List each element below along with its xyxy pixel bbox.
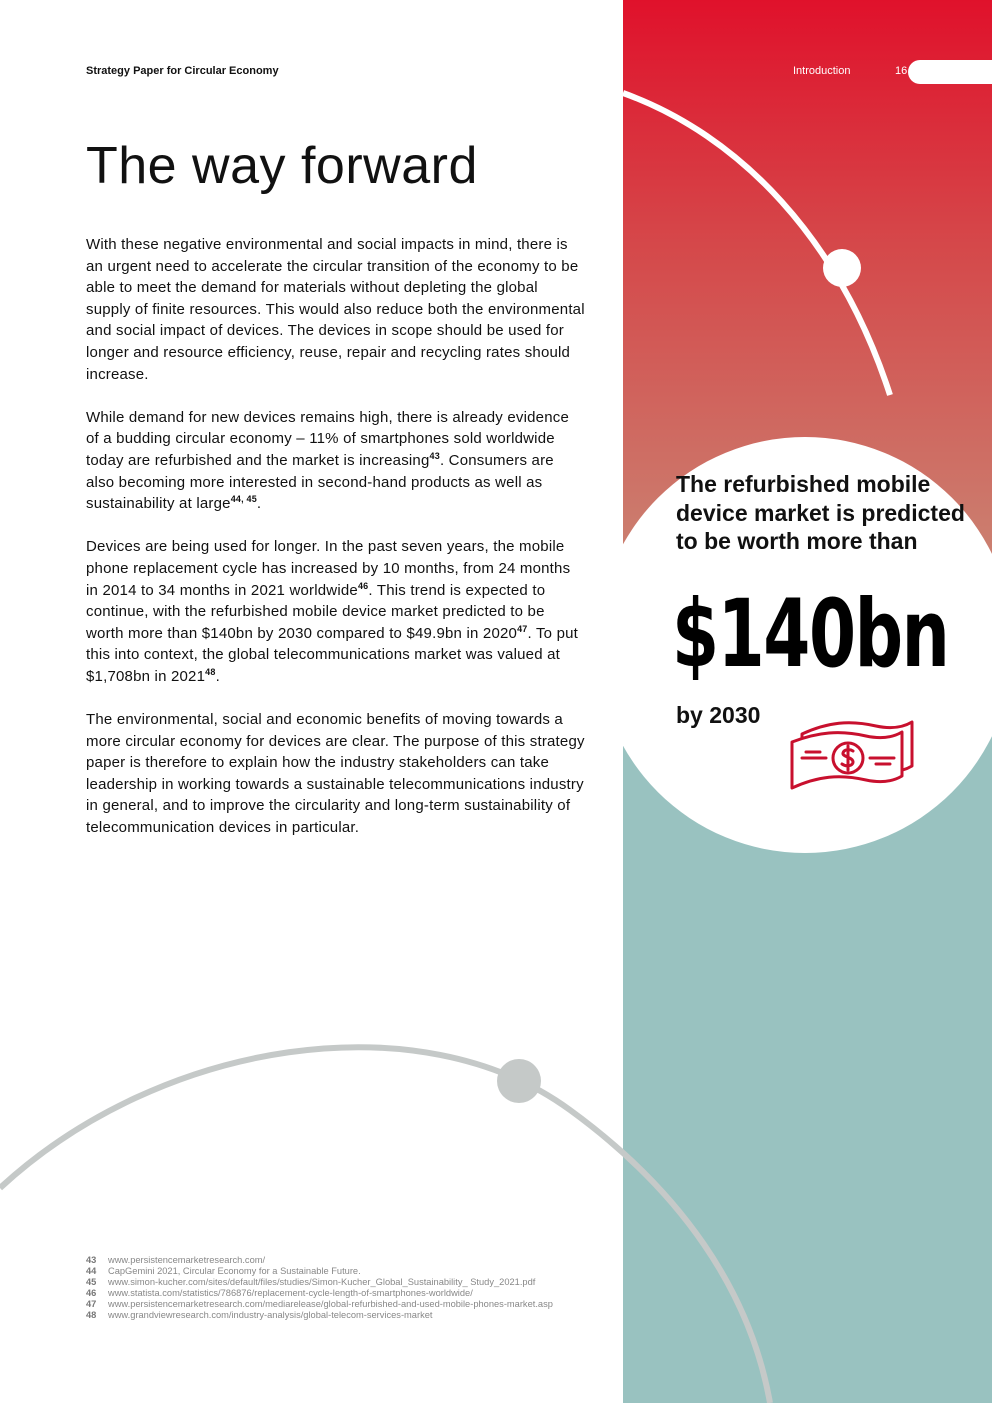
footnote-item [86,1266,596,1277]
document-title: Strategy Paper for Circular Economy [86,65,279,77]
paragraph-4 [86,709,586,839]
footnote-number: 45 [86,1277,97,1287]
footnote-item [86,1277,596,1288]
footnote-text[interactable]: www.statista.com/statistics/786876/replacement-cycle-length-of-smartphones-worldwide/ [108,1288,473,1298]
footnote-text[interactable]: www.persistencemarketresearch.com/ [108,1255,266,1265]
paragraph-3 [86,536,586,687]
paragraph-text: . [215,667,220,685]
footnote-text[interactable]: www.persistencemarketresearch.com/mediarelease/global-refurbished-and-used-mobile-phones-market.asp [108,1299,553,1309]
callout-figure: $140bn [672,580,949,689]
paragraph-text: While demand for new devices remains high, there is already evidence of a budding circular economy – 11% of smartphones sold worldwide today are refurbished and the market is increasing [86,408,570,469]
footnote-number: 46 [86,1288,97,1298]
grey-node-dot [497,1059,541,1103]
paragraph-text: . This trend is expected to continue, with the refurbished mobile device market predicted to be worth more than $140bn by 2030 compared to $49.9bn in 2020 [86,581,546,642]
footnote-ref: 47 [517,623,528,634]
page-tab [908,60,992,84]
footnote-item [86,1288,596,1299]
footnote-ref: 44, 45 [230,494,257,505]
paragraph-text: . Consumers are also becoming more interested in second-hand products as well as sustainability at large [86,451,554,513]
footnote-text[interactable]: www.simon-kucher.com/sites/default/files/studies/Simon-Kucher_Global_Sustainability_ Study_2021.pdf [108,1277,536,1287]
paragraph-text: With these negative environmental and social impacts in mind, there is an urgent need to accelerate the circular transition of the economy to be able to meet the demand for materials without depleting the global supply of finite resources. This would also reduce both the environmental and social impact of devices. The devices in scope should be used for longer and resource efficiency, reuse, repair and recycling rates should increase. [86,236,585,383]
paragraph-text: Devices are being used for longer. In the past seven years, the mobile phone replacement cycle has increased by 10 months, from 24 months in 2014 to 34 months in 2021 worldwide [86,538,571,599]
paragraph-text: The environmental, social and economic benefits of moving towards a more circular economy for devices are clear. The purpose of this strategy paper is therefore to explain how the industry stakeholders can take leadership in working towards a sustainable telecommunications industry in general, and to improve the circularity and long-term sustainability of telecommunication devices in particular. [86,711,585,837]
footnote-item [86,1255,596,1266]
footnote-item [86,1310,596,1321]
white-node-dot [823,249,861,287]
footnote-text: CapGemini 2021, Circular Economy for a Sustainable Future. [108,1266,361,1276]
paragraph-1 [86,234,586,385]
page-number: 16 [895,65,908,77]
section-label: Introduction [793,65,851,77]
footnote-number: 47 [86,1299,97,1309]
page-heading: The way forward [86,137,478,195]
footnotes [86,1255,596,1321]
footnote-number: 43 [86,1255,97,1265]
body-text [86,234,586,860]
paragraph-text: . [256,495,262,513]
footnote-ref: 48 [205,666,216,677]
footnote-ref: 43 [429,450,440,461]
dollar-bill-icon [790,712,916,792]
footnote-item [86,1299,596,1310]
callout-suffix: by 2030 [676,702,761,728]
footnote-ref: 46 [357,580,369,591]
footnote-text[interactable]: www.grandviewresearch.com/industry-analysis/global-telecom-services-market [108,1310,433,1320]
footnote-number: 48 [86,1310,97,1320]
paragraph-text: . To put this into context, the global telecommunications market was valued at $1,708bn in 2021 [86,624,579,685]
callout-lead: The refurbished mobile device market is predicted to be worth more than [676,471,965,554]
paragraph-2 [86,407,586,515]
footnote-number: 44 [86,1266,97,1276]
